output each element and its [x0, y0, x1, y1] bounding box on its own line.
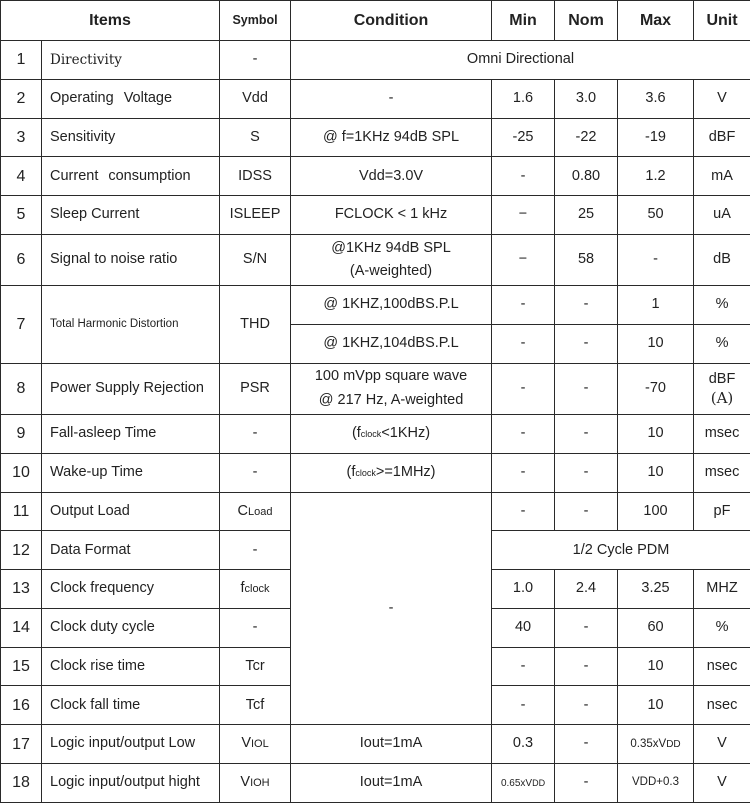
symbol-subscript: IOL: [250, 738, 269, 751]
condition-part: >=1MHz): [375, 463, 436, 480]
nom-cell: -: [555, 324, 618, 363]
symbol-cell: IDSS: [220, 157, 291, 196]
condition-line: @1KHz 94dB SPL: [331, 239, 451, 256]
row-number: 13: [1, 570, 42, 609]
symbol-main: C: [237, 502, 249, 519]
item-name: Wake-up Time: [42, 453, 220, 492]
table-row: [1, 79, 750, 118]
row-number: 6: [1, 234, 42, 285]
unit-cell: %: [694, 286, 750, 325]
condition-cell: [291, 453, 492, 492]
nom-cell: -: [555, 286, 618, 325]
unit-cell: pF: [694, 492, 750, 531]
unit-cell: uA: [694, 196, 750, 235]
max-cell: 3.6: [618, 79, 694, 118]
row-number: 10: [1, 453, 42, 492]
item-name: Fall-asleep Time: [42, 414, 220, 453]
row-number: 14: [1, 608, 42, 647]
min-cell: −: [492, 234, 555, 285]
condition-cell: [291, 234, 492, 285]
unit-cell: msec: [694, 453, 750, 492]
max-cell: [618, 725, 694, 764]
symbol-cell: S: [220, 118, 291, 157]
min-cell: -: [492, 453, 555, 492]
symbol-main: V: [241, 735, 251, 752]
header-nom: Nom: [555, 1, 618, 41]
min-cell: -25: [492, 118, 555, 157]
min-cell: 1.6: [492, 79, 555, 118]
unit-line: dBF: [708, 371, 736, 388]
min-cell: -: [492, 647, 555, 686]
row-number: 11: [1, 492, 42, 531]
condition-cell: -: [291, 79, 492, 118]
item-name-part: consumption: [108, 167, 191, 184]
table-row: [1, 453, 750, 492]
min-cell: 0.3: [492, 725, 555, 764]
max-cell: -: [618, 234, 694, 285]
condition-part: (f: [351, 425, 361, 442]
min-cell: 1.0: [492, 570, 555, 609]
nom-cell: -: [555, 414, 618, 453]
unit-cell: %: [694, 608, 750, 647]
item-name-part: Voltage: [123, 89, 173, 106]
condition-cell: FCLOCK < 1 kHz: [291, 196, 492, 235]
condition-cell: Vdd=3.0V: [291, 157, 492, 196]
min-part: 0.65xV: [500, 778, 533, 790]
nom-cell: 2.4: [555, 570, 618, 609]
nom-cell: -: [555, 363, 618, 414]
symbol-cell: THD: [220, 286, 291, 364]
item-name: Logic input/output hight: [42, 764, 220, 803]
condition-line: (A-weighted): [349, 263, 433, 280]
unit-cell: dBF: [694, 118, 750, 157]
unit-cell: nsec: [694, 647, 750, 686]
max-cell: -19: [618, 118, 694, 157]
header-max: Max: [618, 1, 694, 41]
symbol-subscript: clock: [244, 583, 270, 596]
header-min: Min: [492, 1, 555, 41]
condition-part: (f: [346, 463, 356, 480]
table-row: [1, 725, 750, 764]
unit-cell: V: [694, 79, 750, 118]
table-row: [1, 764, 750, 803]
symbol-main: V: [240, 774, 251, 791]
row-number: 8: [1, 363, 42, 414]
max-cell: 60: [618, 608, 694, 647]
min-cell: -: [492, 492, 555, 531]
table-row: [1, 196, 750, 235]
item-name: Sleep Current: [42, 196, 220, 235]
max-part: 0.35xV: [630, 738, 667, 751]
nom-cell: -: [555, 764, 618, 803]
condition-line: 100 mVpp square wave: [314, 368, 468, 385]
row-number: 2: [1, 79, 42, 118]
max-cell: VDD+0.3: [618, 764, 694, 803]
min-cell: -: [492, 414, 555, 453]
item-name: Directivity: [42, 41, 220, 80]
item-name-part: Current: [50, 167, 99, 184]
symbol-cell: PSR: [220, 363, 291, 414]
min-cell: -: [492, 157, 555, 196]
nom-cell: -: [555, 725, 618, 764]
max-cell: 10: [618, 324, 694, 363]
table-row: [1, 118, 750, 157]
min-cell: −: [492, 196, 555, 235]
symbol-cell: [220, 570, 291, 609]
nom-cell: -: [555, 647, 618, 686]
symbol-cell: Tcf: [220, 686, 291, 725]
item-name-part: Operating: [50, 89, 114, 106]
unit-cell: MHZ: [694, 570, 750, 609]
condition-subscript: clock: [360, 429, 382, 440]
max-cell: 10: [618, 453, 694, 492]
condition-cell: @ 1KHZ,100dBS.P.L: [291, 286, 492, 325]
header-symbol: Symbol: [220, 1, 291, 41]
symbol-cell: -: [220, 531, 291, 570]
item-name: Clock duty cycle: [42, 608, 220, 647]
condition-line: @ 217 Hz, A-weighted: [318, 391, 464, 408]
header-condition: Condition: [291, 1, 492, 41]
item-name: Sensitivity: [42, 118, 220, 157]
symbol-cell: S/N: [220, 234, 291, 285]
unit-line: (A): [710, 388, 734, 407]
symbol-subscript: Load: [248, 505, 273, 518]
spanned-value: Omni Directional: [291, 41, 750, 80]
min-cell: 40: [492, 608, 555, 647]
header-row: [1, 1, 750, 41]
nom-cell: -: [555, 608, 618, 647]
symbol-cell: -: [220, 453, 291, 492]
condition-subscript: clock: [355, 467, 376, 478]
nom-cell: 0.80: [555, 157, 618, 196]
symbol-cell: [220, 492, 291, 531]
max-cell: 50: [618, 196, 694, 235]
unit-cell: [694, 363, 750, 414]
row-number: 17: [1, 725, 42, 764]
symbol-subscript: IOH: [250, 777, 270, 790]
nom-cell: -: [555, 686, 618, 725]
item-name: Clock frequency: [42, 570, 220, 609]
max-cell: 1.2: [618, 157, 694, 196]
row-number: 5: [1, 196, 42, 235]
max-cell: 1: [618, 286, 694, 325]
max-cell: 10: [618, 414, 694, 453]
row-number: 7: [1, 286, 42, 364]
max-cell: -70: [618, 363, 694, 414]
table-row: [1, 363, 750, 414]
header-items: Items: [1, 1, 220, 41]
table-row: [1, 41, 750, 80]
symbol-cell: [220, 725, 291, 764]
nom-cell: 25: [555, 196, 618, 235]
nom-cell: -: [555, 492, 618, 531]
max-cell: 10: [618, 686, 694, 725]
item-name: Power Supply Rejection: [42, 363, 220, 414]
max-cell: 10: [618, 647, 694, 686]
item-name: Total Harmonic Distortion: [42, 286, 220, 364]
unit-cell: V: [694, 725, 750, 764]
row-number: 4: [1, 157, 42, 196]
item-name: [42, 79, 220, 118]
nom-cell: -: [555, 453, 618, 492]
condition-part: <1KHz): [381, 425, 431, 442]
max-cell: 100: [618, 492, 694, 531]
max-cell: 3.25: [618, 570, 694, 609]
symbol-cell: Vdd: [220, 79, 291, 118]
nom-cell: 3.0: [555, 79, 618, 118]
min-cell: -: [492, 363, 555, 414]
min-cell: [492, 764, 555, 803]
row-number: 15: [1, 647, 42, 686]
item-name: Output Load: [42, 492, 220, 531]
nom-cell: 58: [555, 234, 618, 285]
unit-cell: nsec: [694, 686, 750, 725]
min-cell: -: [492, 686, 555, 725]
symbol-cell: Tcr: [220, 647, 291, 686]
row-number: 18: [1, 764, 42, 803]
item-name: Clock fall time: [42, 686, 220, 725]
min-cell: -: [492, 324, 555, 363]
condition-cell: [291, 414, 492, 453]
min-subscript: DD: [532, 778, 546, 789]
unit-cell: mA: [694, 157, 750, 196]
row-number: 3: [1, 118, 42, 157]
unit-cell: %: [694, 324, 750, 363]
condition-cell: Iout=1mA: [291, 725, 492, 764]
item-name: Logic input/output Low: [42, 725, 220, 764]
table-row: [1, 414, 750, 453]
spanned-value: 1/2 Cycle PDM: [492, 531, 750, 570]
item-name: Data Format: [42, 531, 220, 570]
condition-cell: [291, 363, 492, 414]
min-cell: -: [492, 286, 555, 325]
nom-cell: -22: [555, 118, 618, 157]
table-row: [1, 234, 750, 285]
condition-cell: @ f=1KHz 94dB SPL: [291, 118, 492, 157]
symbol-cell: -: [220, 608, 291, 647]
table-row: [1, 492, 750, 531]
symbol-cell: [220, 764, 291, 803]
row-number: 12: [1, 531, 42, 570]
header-unit: Unit: [694, 1, 750, 41]
symbol-main: f: [240, 580, 245, 597]
table-row: [1, 157, 750, 196]
unit-cell: msec: [694, 414, 750, 453]
item-name: Clock rise time: [42, 647, 220, 686]
table-row: [1, 286, 750, 325]
unit-cell: V: [694, 764, 750, 803]
row-number: 1: [1, 41, 42, 80]
condition-cell: Iout=1mA: [291, 764, 492, 803]
unit-cell: dB: [694, 234, 750, 285]
symbol-cell: ISLEEP: [220, 196, 291, 235]
symbol-cell: -: [220, 41, 291, 80]
row-number: 16: [1, 686, 42, 725]
condition-cell: @ 1KHZ,104dBS.P.L: [291, 324, 492, 363]
symbol-cell: -: [220, 414, 291, 453]
item-name: Signal to noise ratio: [42, 234, 220, 285]
merged-condition-cell: -: [291, 492, 492, 725]
row-number: 9: [1, 414, 42, 453]
max-subscript: DD: [666, 739, 681, 751]
item-name: [42, 157, 220, 196]
